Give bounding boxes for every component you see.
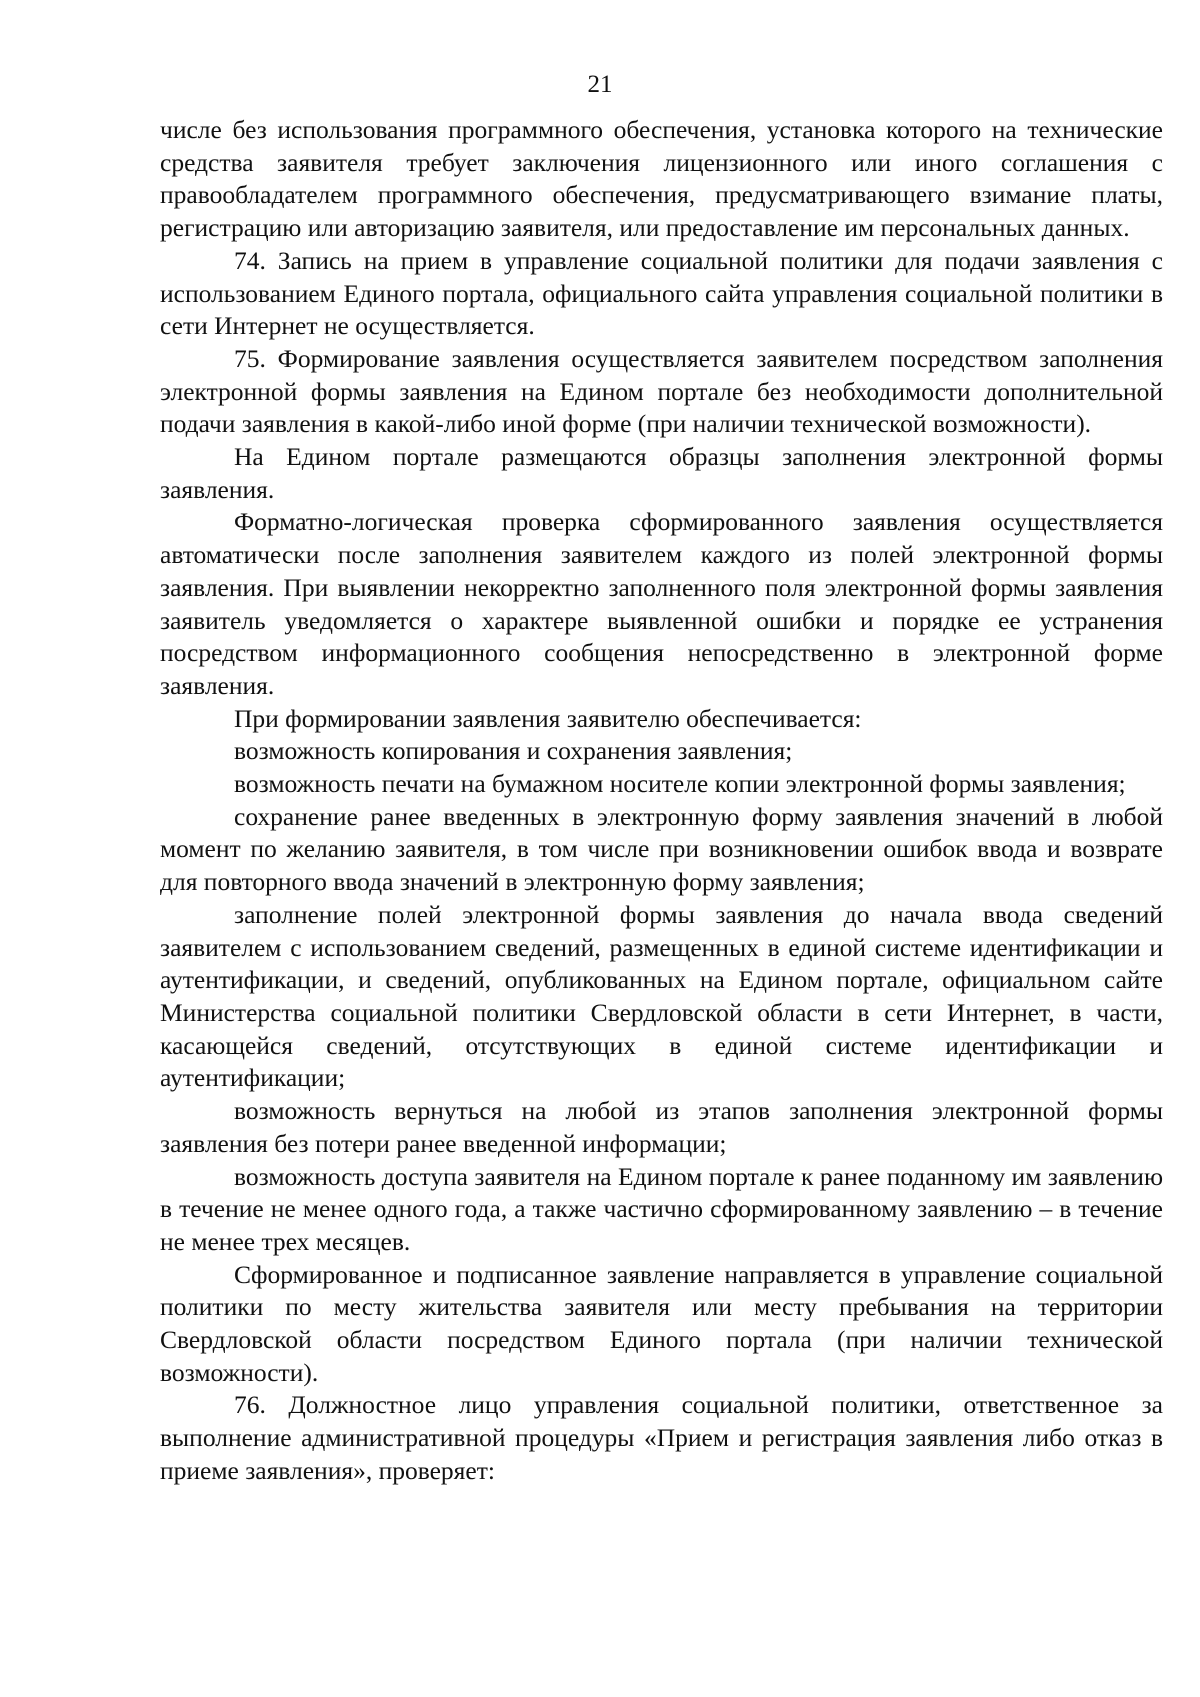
paragraph-item-76: 76. Должностное лицо управления социальной политики, ответственное за выполнение административной процедуры «Прием и регистрация заявления либо отказ в приеме заявления», проверяет: xyxy=(160,1390,1163,1485)
paragraph-samples: На Едином портале размещаются образцы заполнения электронной формы заявления. xyxy=(160,442,1163,504)
page-number: 21 xyxy=(587,71,613,98)
paragraph-format-check: Форматно-логическая проверка сформированного заявления осуществляется автоматически после заполнения заявителем каждого из полей электронной формы заявления. При выявлении некорректно заполненного поля электронной формы заявления заявитель уведомляется о характере выявленной ошибки и порядке ее устранения посредством информационного сообщения непосредственно в электронной форме заявления. xyxy=(160,507,1163,700)
paragraph-item-74: 74. Запись на прием в управление социальной политики для подачи заявления с использованием Единого портала, официального сайта управления социальной политики в сети Интернет не осуществляется. xyxy=(160,245,1163,341)
paragraph-submission: Сформированное и подписанное заявление направляется в управление социальной политики по месту жительства заявителя или месту пребывания на территории Свердловской области посредством Единого портала (при наличии технической возможности). xyxy=(160,1259,1163,1387)
list-item-prefill: заполнение полей электронной формы заявления до начала ввода сведений заявителем с использованием сведений, размещенных в единой системе идентификации и аутентификации, и сведений, опубликованных на Едином портале, официальном сайте Министерства социальной политики Свердловской области в сети Интернет, в части, касающейся сведений, отсутствующих в единой системе идентификации и аутентификации; xyxy=(160,899,1163,1093)
paragraph-item-75: 75. Формирование заявления осуществляется заявителем посредством заполнения электронной формы заявления на Едином портале без необходимости дополнительной подачи заявления в какой-либо иной форме (при наличии технической возможности). xyxy=(160,343,1163,439)
list-item-copy: возможность копирования и сохранения заявления; xyxy=(234,736,793,766)
paragraph-provisions-intro: При формировании заявления заявителю обеспечивается: xyxy=(234,703,862,733)
list-item-return-step: возможность вернуться на любой из этапов заполнения электронной формы заявления без потери ранее введенной информации; xyxy=(160,1096,1163,1158)
list-item-print: возможность печати на бумажном носителе копии электронной формы заявления; xyxy=(234,769,1126,799)
document-body xyxy=(160,114,1163,1488)
paragraph-continuation: числе без использования программного обеспечения, установка которого на технические средства заявителя требует заключения лицензионного или иного соглашения с правообладателем программного обеспечения, предусматривающего взимание платы, регистрацию или авторизацию заявителя, или предоставление им персональных данных. xyxy=(160,115,1163,243)
list-item-access: возможность доступа заявителя на Едином портале к ранее поданному им заявлению в течение не менее одного года, а также частично сформированному заявлению – в течение не менее трех месяцев. xyxy=(160,1161,1163,1256)
list-item-save-values: сохранение ранее введенных в электронную форму заявления значений в любой момент по желанию заявителя, в том числе при возникновении ошибок ввода и возврате для повторного ввода значений в электронную форму заявления; xyxy=(160,801,1163,897)
